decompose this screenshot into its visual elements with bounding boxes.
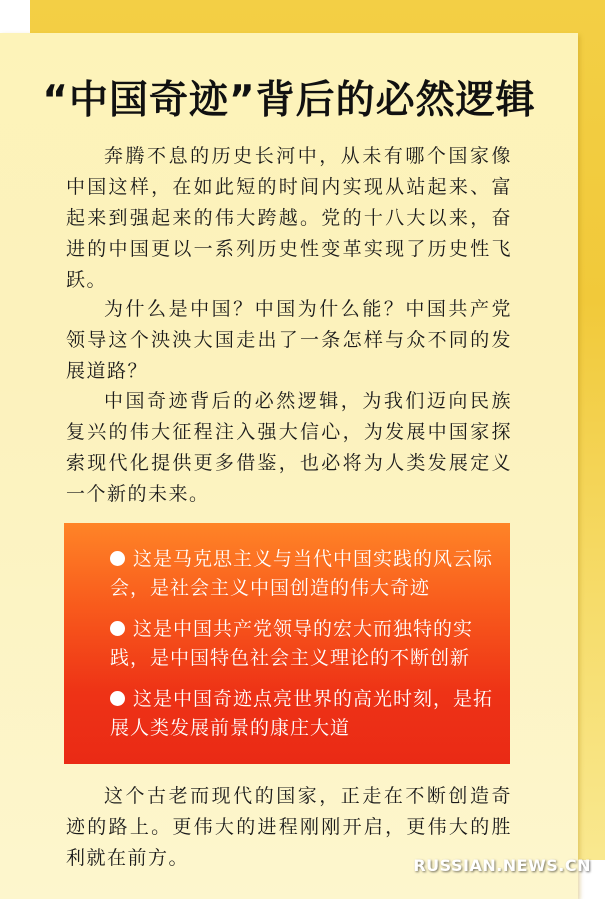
highlight-item <box>110 545 502 603</box>
intro-paragraph: 奔腾不息的历史长河中，从未有哪个国家像中国这样，在如此短的时间内实现从站起来、富起来到强起来的伟大跨越。党的十八大以来，奋进的中国更以一系列历史性变革实现了历史性飞跃。 <box>66 145 512 291</box>
page-title: “中国奇迹”背后的必然逻辑 <box>42 78 536 123</box>
highlight-text: 这是马克思主义与当代中国实践的风云际会，是社会主义中国创造的伟大奇迹 <box>110 548 494 599</box>
bullet-icon <box>110 691 125 706</box>
highlight-item <box>110 615 502 673</box>
closing-paragraph: 这个古老而现代的国家，正走在不断创造奇迹的路上。更伟大的进程刚刚开启，更伟大的胜利就在前方。 <box>66 785 512 869</box>
highlight-text: 这是中国共产党领导的宏大而独特的实践，是中国特色社会主义理论的不断创新 <box>110 618 474 669</box>
source-watermark: RUSSIAN.NEWS.CN <box>413 856 591 875</box>
highlight-text: 这是中国奇迹点亮世界的高光时刻，是拓展人类发展前景的康庄大道 <box>110 688 494 739</box>
logic-paragraph: 中国奇迹背后的必然逻辑，为我们迈向民族复兴的伟大征程注入强大信心，为发展中国家探索现代化提供更多借鉴，也必将为人类发展定义一个新的未来。 <box>66 390 512 505</box>
question-paragraph: 为什么是中国？中国为什么能？中国共产党领导这个泱泱大国走出了一条怎样与众不同的发展道路？ <box>66 298 512 382</box>
bullet-icon <box>110 621 125 636</box>
highlight-box <box>64 523 510 764</box>
highlight-item <box>110 685 502 743</box>
bullet-icon <box>110 551 125 566</box>
